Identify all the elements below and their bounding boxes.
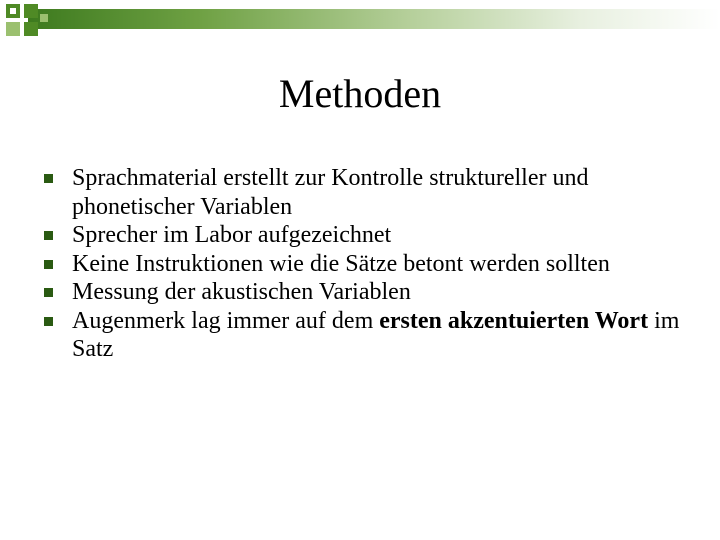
- bullet-list: [44, 164, 684, 364]
- bullet-item: [44, 221, 684, 250]
- bullet-text: Sprachmaterial erstellt zur Kontrolle struktureller und phonetischer Variablen: [72, 165, 589, 220]
- bullet-text-bold: ersten akzentuierten Wort: [379, 307, 649, 334]
- bullet-text-after: im Satz: [72, 307, 680, 362]
- square-bullet-icon: [44, 231, 53, 240]
- bullet-text: Messung der akustischen Variablen: [72, 279, 411, 305]
- square-bullet-icon: [44, 288, 53, 297]
- bullet-item: [44, 307, 684, 364]
- logo-square-inner: [10, 8, 16, 14]
- slide-title: Methoden: [278, 71, 442, 116]
- logo-square: [40, 14, 48, 22]
- bullet-item: [44, 164, 684, 221]
- logo-square: [24, 4, 38, 18]
- logo-square: [24, 22, 38, 36]
- bullet-item: [44, 250, 684, 279]
- bullet-text-before: Augenmerk lag immer auf dem: [72, 307, 380, 334]
- bullet-text: Sprecher im Labor aufgezeichnet: [72, 222, 392, 248]
- bullet-item: [44, 278, 684, 307]
- square-bullet-icon: [44, 174, 53, 183]
- square-bullet-icon: [44, 317, 53, 326]
- bullet-text: Keine Instruktionen wie die Sätze betont werden sollten: [72, 250, 610, 277]
- logo-square: [6, 22, 20, 36]
- green-squares-logo: [0, 0, 52, 46]
- square-bullet-icon: [44, 260, 53, 269]
- header-gradient-bar: [28, 9, 720, 29]
